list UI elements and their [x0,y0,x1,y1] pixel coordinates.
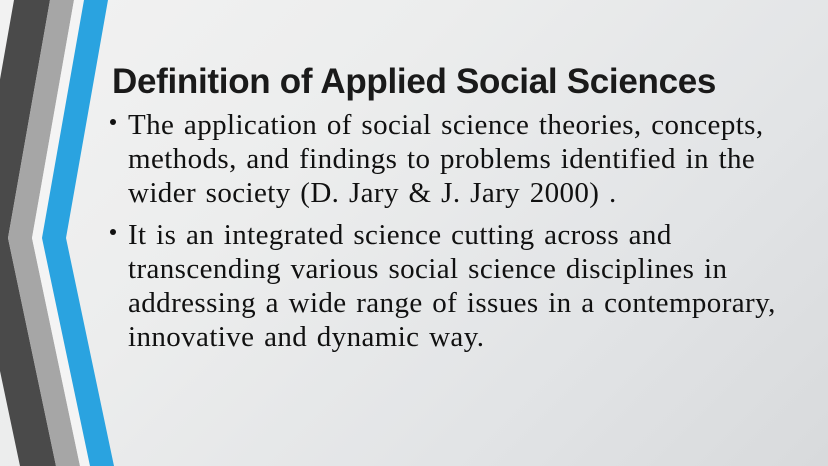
slide-content [104,0,820,466]
bullet-dot-icon [110,119,116,125]
bullet-list [104,108,820,362]
list-item [104,218,820,354]
page-title: Definition of Applied Social Sciences [112,62,717,101]
list-item-text: The application of social science theories, concepts, methods, and findings to problems identified in the wider society (D. Jary & J. Jary 2000) . [128,109,764,209]
list-item [104,108,820,210]
list-item-text: It is an integrated science cutting across and transcending various social science disciplines in addressing a wide range of issues in a contemporary, innovative and dynamic way. [128,219,776,353]
bullet-dot-icon [110,229,116,235]
